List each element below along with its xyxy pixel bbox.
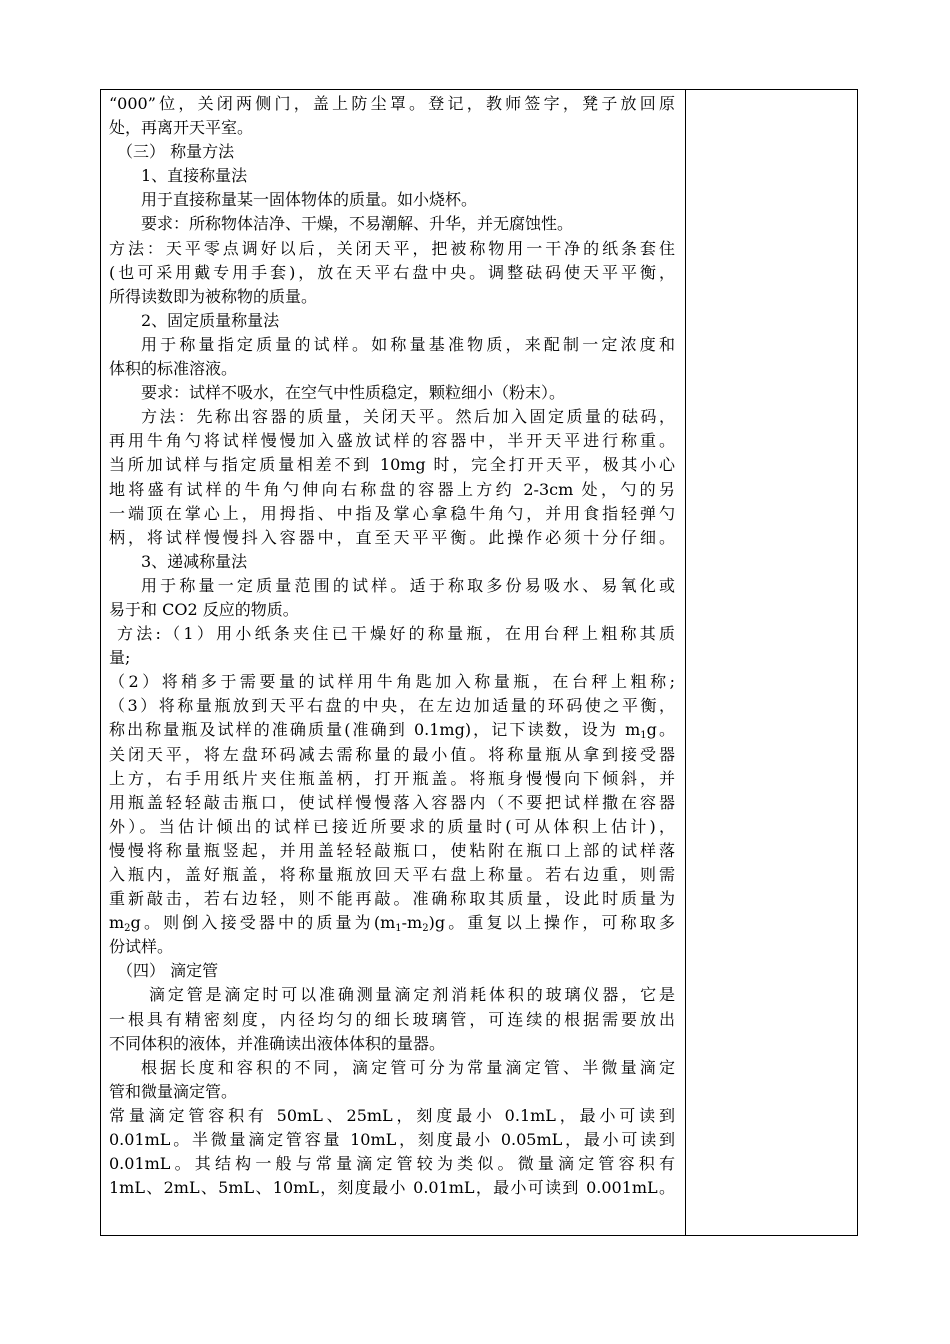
text-line: 根据长度和容积的不同，滴定管可分为常量滴定管、半微量滴定 — [141, 1057, 675, 1077]
text-line: 再用牛角勺将试样慢慢加入盛放试样的容器中，半开天平进行称重。 — [109, 431, 675, 451]
text-line-m2 — [109, 911, 675, 935]
text-segment: -m — [401, 913, 423, 933]
text-line: 柄，将试样慢慢抖入容器中，直至天平平衡。此操作必须十分仔细。 — [109, 527, 675, 547]
text-line: 慢慢将称量瓶竖起，并用盖轻轻敲瓶口，使粘附在瓶口上部的试样落 — [109, 840, 675, 860]
text-line: 地将盛有试样的牛角勺伸向右称盘的容器上方约 2-3cm 处，勺的另 — [109, 479, 675, 499]
text-line: 方法：先称出容器的质量，关闭天平。然后加入固定质量的砝码， — [141, 407, 675, 427]
text-line: 用于称量指定质量的试样。如称量基准物质，来配制一定浓度和 — [141, 334, 675, 354]
subscript: 1 — [640, 730, 647, 742]
text-line: 关闭天平，将左盘环码减去需称量的最小值。将称量瓶从拿到接受器 — [109, 744, 675, 764]
text-line: “000”位，关闭两侧门，盖上防尘罩。登记，教师签字，凳子放回原 — [109, 94, 675, 113]
text-line: 常量滴定管容积有 50mL、25mL，刻度最小 0.1mL，最小可读到 — [109, 1105, 675, 1125]
subscript: 1 — [395, 923, 402, 935]
subscript: 2 — [422, 923, 429, 935]
text-line: （3）将称量瓶放到天平右盘的中央，在左边加适量的环码使之平衡， — [109, 696, 675, 716]
text-line: 用瓶盖轻轻敲击瓶口，使试样慢慢落入容器内（不要把试样撒在容器 — [109, 792, 675, 812]
text-line: 重新敲击，若右边轻，则不能再敲。准确称取其质量，设此时质量为 — [109, 889, 675, 909]
subheading-decrement-weighing: 3、递减称量法 — [141, 551, 248, 571]
text-line: 一根具有精密刻度，内径均匀的细长玻璃管，可连续的根据需要放出 — [109, 1009, 675, 1029]
text-line: (也可采用戴专用手套)，放在天平右盘中央。调整砝码使天平平衡， — [109, 262, 675, 282]
text-line: 要求：试样不吸水，在空气中性质稳定，颗粒细小（粉末）。 — [141, 383, 566, 403]
text-line: 量; — [109, 648, 131, 668]
text-line: 方法：天平零点调好以后，关闭天平，把被称物用一干净的纸条套住 — [109, 238, 675, 258]
subscript: 2 — [124, 923, 131, 935]
text-line: 处，再离开天平室。 — [109, 118, 254, 138]
text-line: 上方，右手用纸片夹住瓶盖柄，打开瓶盖。将瓶身慢慢向下倾斜，并 — [109, 768, 675, 788]
text-line: 入瓶内，盖好瓶盖，将称量瓶放回天平右盘上称量。若右边重，则需 — [109, 865, 675, 884]
text-line-m1 — [109, 718, 675, 742]
text-segment: g。 — [646, 720, 675, 740]
text-line: 一端顶在掌心上，用拇指、中指及掌心拿稳牛角勺，并用食指轻弹勺 — [109, 503, 675, 523]
section-heading-weighing-methods: （三） 称量方法 — [117, 142, 235, 162]
text-line: 易于和 CO2 反应的物质。 — [109, 599, 299, 619]
text-line: （2）将稍多于需要量的试样用牛角匙加入称量瓶，在台秤上粗称; — [109, 672, 675, 692]
text-segment: 称出称量瓶及试样的准确质量(准确到 0.1mg)，记下读数，设为 m — [109, 720, 641, 740]
text-line: 0.01mL。半微量滴定管容量 10mL，刻度最小 0.05mL，最小可读到 — [109, 1130, 675, 1150]
text-segment: )g。重复以上操作，可称取多 — [428, 913, 675, 933]
column-divider — [685, 90, 686, 1235]
text-line: 不同体积的液体，并准确读出液体体积的量器。 — [109, 1033, 446, 1053]
text-line: 1mL、2mL、5mL、10mL，刻度最小 0.01mL，最小可读到 0.001mL。 — [109, 1178, 675, 1198]
text-line: 0.01mL。其结构一般与常量滴定管较为类似。微量滴定管容积有 — [109, 1154, 675, 1174]
subheading-fixed-mass-weighing: 2、固定质量称量法 — [141, 310, 280, 330]
text-segment: g。则倒入接受器中的质量为(m — [130, 913, 396, 933]
text-line: 管和微量滴定管。 — [109, 1081, 238, 1101]
text-line: 外）。当估计倾出的试样已接近所要求的质量时(可从体积上估计)， — [109, 816, 675, 836]
text-line: 滴定管是滴定时可以准确测量滴定剂消耗体积的玻璃仪器，它是 — [149, 985, 675, 1005]
text-line: 所得读数即为被称物的质量。 — [109, 286, 318, 306]
subheading-direct-weighing: 1、直接称量法 — [141, 166, 248, 186]
text-line: 份试样。 — [109, 937, 174, 957]
main-content-cell — [109, 92, 675, 1200]
text-line: 方法:（1）用小纸条夹住已干燥好的称量瓶，在用台秤上粗称其质 — [117, 624, 675, 644]
text-line: 体积的标准溶液。 — [109, 359, 238, 379]
text-line: 用于直接称量某一固体物体的质量。如小烧杯。 — [141, 190, 478, 210]
text-line: 要求：所称物体洁净、干燥，不易潮解、升华，并无腐蚀性。 — [141, 214, 574, 234]
text-line: 当所加试样与指定质量相差不到 10mg 时，完全打开天平，极其小心 — [109, 455, 675, 475]
text-line: 用于称量一定质量范围的试样。适于称取多份易吸水、易氧化或 — [141, 575, 675, 595]
text-segment: m — [109, 913, 125, 933]
document-table — [100, 89, 858, 1236]
section-heading-burette: （四） 滴定管 — [117, 961, 219, 981]
